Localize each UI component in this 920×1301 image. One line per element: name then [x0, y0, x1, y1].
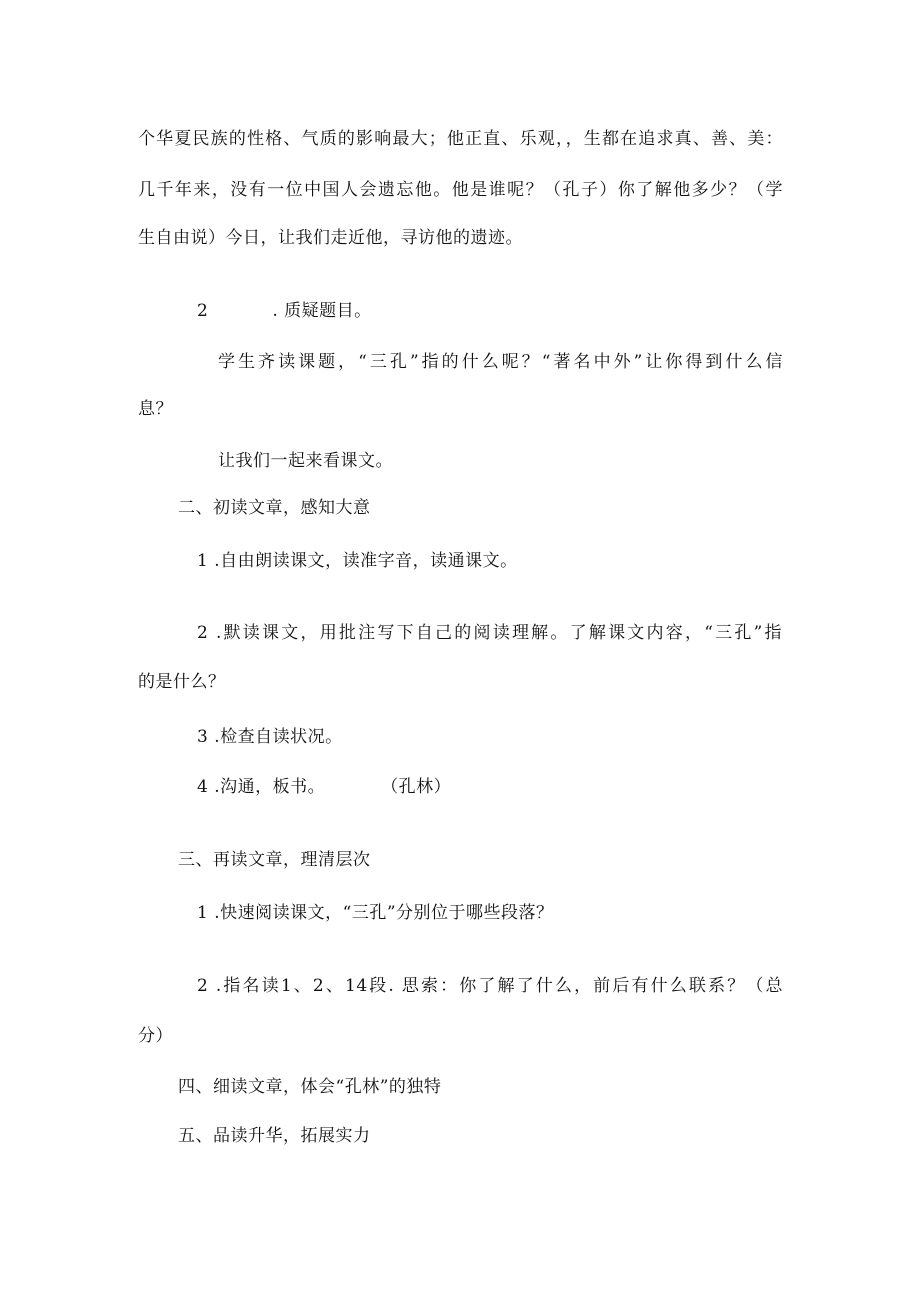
section-2-item-4 — [197, 776, 451, 798]
step-2-heading — [197, 300, 372, 322]
step-2-title: . 质疑题目。 — [272, 301, 372, 321]
section-3-heading: 三、再读文章，理清层次 — [178, 850, 371, 870]
intro-line-3: 生自由说）今日，让我们走近他，寻访他的遗迹。 — [138, 228, 523, 248]
section-2-item-2-line-1: 2 .默读课文，用批注写下自己的阅读理解。了解课文内容，“三孔”指 — [197, 623, 782, 643]
intro-line-2: 几千年来，没有一位中国人会遗忘他。他是谁呢？（孔子）你了解他多少？（学 — [138, 180, 783, 200]
step-2-number: 2 — [197, 301, 209, 321]
section-2-item-2-line-2: 的是什么？ — [138, 672, 226, 692]
section-4-heading: 四、细读文章，体会“孔林”的独特 — [178, 1077, 442, 1097]
step-2-paragraph-line-1: 学生齐读课题，“三孔”指的什么呢？“著名中外”让你得到什么信 — [218, 352, 783, 372]
section-3-item-1: 1 .快速阅读课文，“三孔”分别位于哪些段落？ — [197, 903, 554, 923]
section-3-item-2-line-1: 2 .指名读1、2、14段. 思索：你了解了什么，前后有什么联系？（总 — [197, 976, 783, 996]
section-2-item-4-note: （孔林） — [381, 777, 452, 797]
section-3-item-2-line-2: 分） — [138, 1026, 173, 1046]
intro-line-1: 个华夏民族的性格、气质的影响最大；他正直、乐观，，生都在追求真、善、美： — [138, 129, 783, 149]
section-2-item-4-text: 4 .沟通，板书。 — [197, 777, 326, 797]
step-2-paragraph-line-2: 息？ — [138, 399, 173, 419]
section-5-heading: 五、品读升华，拓展实力 — [178, 1126, 371, 1146]
section-2-item-1: 1 .自由朗读课文，读准字音，读通课文。 — [197, 551, 518, 571]
section-2-item-3: 3 .检查自读状况。 — [197, 727, 343, 747]
step-2-paragraph-2: 让我们一起来看课文。 — [218, 451, 393, 471]
section-2-heading: 二、初读文章，感知大意 — [178, 498, 371, 518]
